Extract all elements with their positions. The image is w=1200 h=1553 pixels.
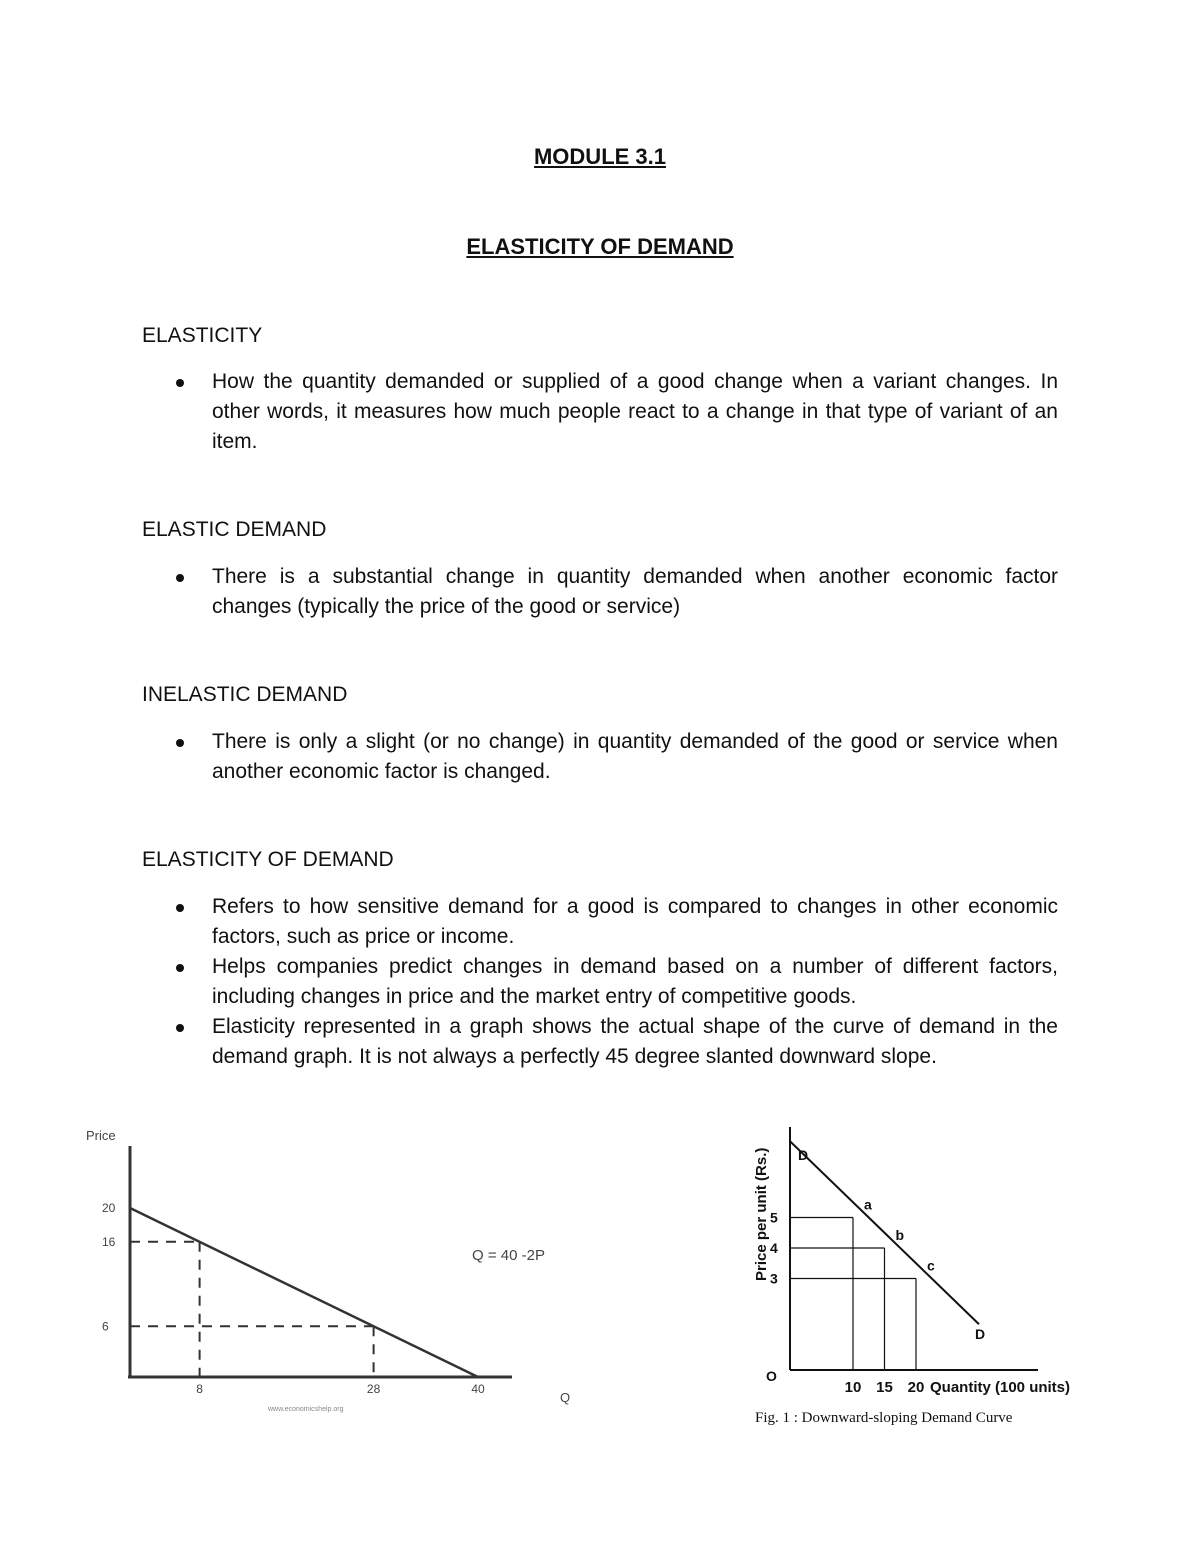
equation-label: Q = 40 -2P (472, 1247, 545, 1264)
x-tick-label: 20 (907, 1379, 925, 1396)
bullet-text: Refers to how sensitive demand for a good is compared to changes in other economic factors, such as price or income. (212, 895, 1058, 948)
y-axis-label: Price (86, 1128, 116, 1143)
bullet-text: Elasticity represented in a graph shows the actual shape of the curve of demand in the demand graph. It is not always a perfectly 45 degree slanted downward slope. (212, 1015, 1058, 1068)
curve-label-top: D (798, 1147, 809, 1163)
y-tick-label: 4 (770, 1240, 778, 1256)
bullet-icon (176, 739, 184, 747)
origin-label: O (766, 1368, 777, 1384)
y-tick-label: 5 (770, 1209, 778, 1226)
bullet-text: There is only a slight (or no change) in quantity demanded of the good or service when another economic factor is changed. (212, 730, 1058, 783)
demand-line (130, 1208, 478, 1377)
module-title: MODULE 3.1 (533, 144, 667, 169)
section-heading-inelastic-demand: INELASTIC DEMAND (142, 683, 348, 706)
bullet-text: There is a substantial change in quantity demanded when another economic factor changes (typically the price of the good or service) (212, 565, 1058, 618)
list-item (142, 727, 1058, 787)
bullet-list-elastic-demand (142, 562, 1058, 622)
x-tick-labels (845, 1379, 925, 1396)
y-tick-label: 3 (770, 1270, 778, 1287)
y-tick-labels (102, 1201, 116, 1333)
section-heading-elasticity: ELASTICITY (142, 324, 263, 347)
section-heading-elasticity-of-demand: ELASTICITY OF DEMAND (142, 848, 394, 871)
point-label: a (864, 1196, 872, 1213)
watermark: www.economicshelp.org (268, 1406, 344, 1413)
section-heading-elastic-demand: ELASTIC DEMAND (142, 518, 327, 541)
curve-label-bottom: D (975, 1326, 986, 1342)
topic-title: ELASTICITY OF DEMAND (466, 234, 734, 259)
bullet-text: How the quantity demanded or supplied of a good change when a variant changes. In other words, it measures how much people react to a change in that type of variant of an item. (212, 370, 1058, 453)
y-axis-label: Price per unit (Rs.) (753, 1147, 770, 1281)
bullet-text: Helps companies predict changes in demand based on a number of different factors, including changes in price and the market entry of competitive goods. (212, 955, 1058, 1008)
x-tick-label: 15 (876, 1379, 893, 1396)
linear-demand-chart (70, 1118, 600, 1428)
point-label: b (895, 1227, 905, 1243)
x-tick-label: 28 (366, 1382, 381, 1396)
y-tick-label: 20 (102, 1201, 116, 1215)
y-tick-label: 6 (102, 1319, 109, 1334)
list-item (142, 367, 1058, 457)
x-tick-label: 10 (844, 1379, 862, 1396)
list-item (142, 562, 1058, 622)
bullet-icon (176, 574, 184, 582)
list-item (142, 1012, 1058, 1072)
bullet-list-elasticity-of-demand (142, 892, 1058, 1072)
point-labels (864, 1197, 935, 1274)
x-tick-label: 8 (196, 1382, 203, 1396)
x-tick-labels (196, 1382, 485, 1396)
bullet-list-elasticity (142, 367, 1058, 457)
list-item (142, 952, 1058, 1012)
bullet-list-inelastic-demand (142, 727, 1058, 787)
x-axis-label: Q (560, 1390, 571, 1405)
bullet-icon (176, 904, 184, 912)
y-tick-label: 16 (102, 1234, 116, 1249)
figure-caption: Fig. 1 : Downward-sloping Demand Curve (755, 1410, 1013, 1426)
x-tick-label: 40 (471, 1382, 485, 1396)
point-label: c (927, 1257, 935, 1274)
x-axis-label: Quantity (100 units) (930, 1379, 1071, 1396)
list-item (142, 892, 1058, 952)
bullet-icon (176, 1024, 184, 1032)
downward-demand-chart (700, 1115, 1160, 1435)
y-tick-labels (770, 1210, 778, 1287)
bullet-icon (176, 964, 184, 972)
bullet-icon (176, 379, 184, 387)
